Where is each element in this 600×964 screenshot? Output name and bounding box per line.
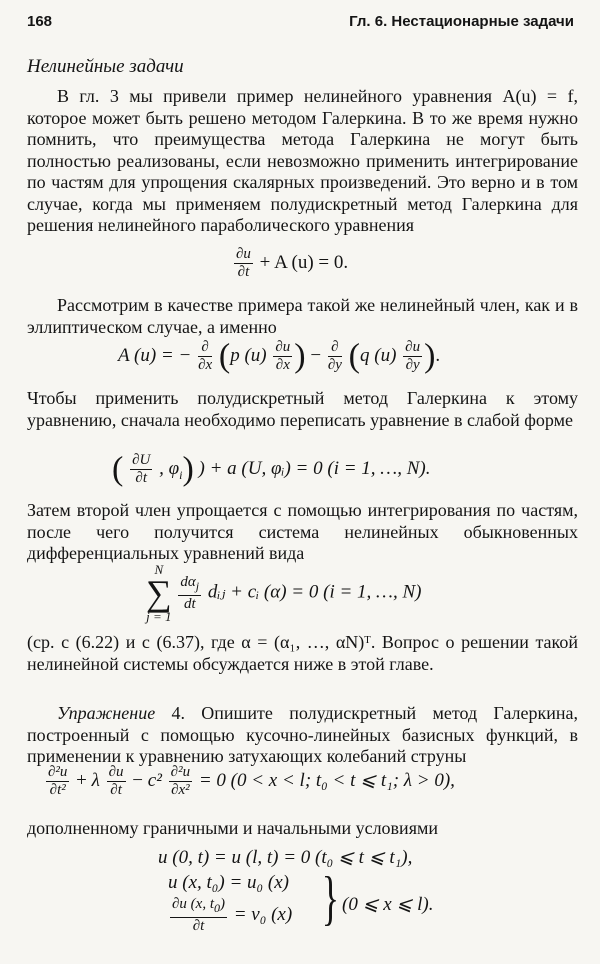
equation-3: ( $\frac{\partial U}{\partial t}$ , $\varphi_i$) ) + a (U, φᵢ) = 0 (i = 1, …, N). [112,450,431,488]
equation-7: u (x, t₀) = u₀ (x) [168,872,289,893]
paragraph-7: дополненному граничными и начальными условиями [27,818,438,838]
condition-range: (0 ⩽ x ⩽ l). [342,894,434,915]
equation-2: A (u) = − $\frac{\partial}{\partial x}$ (p (u) $\frac{\partial u}{\partial x}$ ) − $\frac{\partial}{\partial y}$ (q (u) $\frac{\partial u}{\partial y}$ ). [118,337,441,375]
exercise-label: Упражнение [57,703,156,723]
equation-5-tail: = 0 (0 < x < l; t₀ < t ⩽ t₁; λ > 0), [198,769,455,791]
page-number: 168 [27,13,53,30]
equation-4-tail: dᵢⱼ + cᵢ (α) = 0 (i = 1, …, N) [207,581,422,603]
equation-1: $\frac{\partial u}{\partial t}$ + A (u) = 0. [236,246,349,280]
paragraph-5: (ср. с (6.22) и с (6.37), где α = (α₁, …, αN)ᵀ. Вопрос о решении такой нелинейной системы обсуждается ниже в этой главе. [27,632,578,674]
initial-conditions: u (x, t₀) = u₀ (x) $\frac{\partial u (x, t_0)}{\partial t}$ = v₀ (x) [168,872,348,935]
paragraph-2: Рассмотрим в качестве примера такой же нелинейный член, как и в эллиптическом случае, а именно [27,295,578,337]
equation-1-tail: + A (u) = 0. [259,251,349,273]
equation-4: N ∑ j = 1 $\frac{d\alpha_j}{dt}$ dᵢⱼ + cᵢ (α) = 0 (i = 1, …, N) [146,562,422,624]
paragraph-1: В гл. 3 мы привели пример нелинейного уравнения A(u) = f, которое может быть решено методом Галеркина. В то же время нужно помнить, что преимущества метода Галеркина не могут быть полностью реализованы, если невозможно применить интегрирование по частям для упрощения скалярных произведений. Это верно и в том случае, когда мы применяем полудискретный метод Галеркина для решения нелинейного параболического уравнения [27,86,578,235]
condition-brace: } [321,865,340,931]
exercise-text: 4. Опишите полудискретный метод Галеркина, построенный с помощью кусочно-линейных базисных функций, в применении к уравнению затухающих колебаний струны [27,703,578,766]
equation-6: u (0, t) = u (l, t) = 0 (t₀ ⩽ t ⩽ t₁), [158,847,413,868]
equation-5: $\frac{\text{∂²u}}{\text{∂t²}}$ + λ $\frac{\partial u}{\partial t}$ − c² $\frac{\text{∂²u}}{\text{∂x²}}$ = 0 (0 < x < l; t₀ < t ⩽ t₁; λ > 0), [48,764,455,798]
paragraph-6 [27,703,578,768]
equation-8-tail: = v₀ (x) [233,903,293,925]
section-title: Нелинейные задачи [27,56,184,77]
equation-2-lhs: A (u) = − [118,344,192,366]
paragraph-3: Чтобы применить полудискретный метод Галеркина к этому уравнению, сначала необходимо переписать уравнение в слабой форме [27,388,578,430]
running-title: Гл. 6. Нестационарные задачи [349,13,574,30]
paragraph-4: Затем второй член упрощается с помощью интегрирования по частям, после чего получится система нелинейных обыкновенных дифференциальных уравнений вида [27,500,578,563]
equation-3-tail: ) + a (U, φᵢ) = 0 (i = 1, …, N). [198,457,431,479]
